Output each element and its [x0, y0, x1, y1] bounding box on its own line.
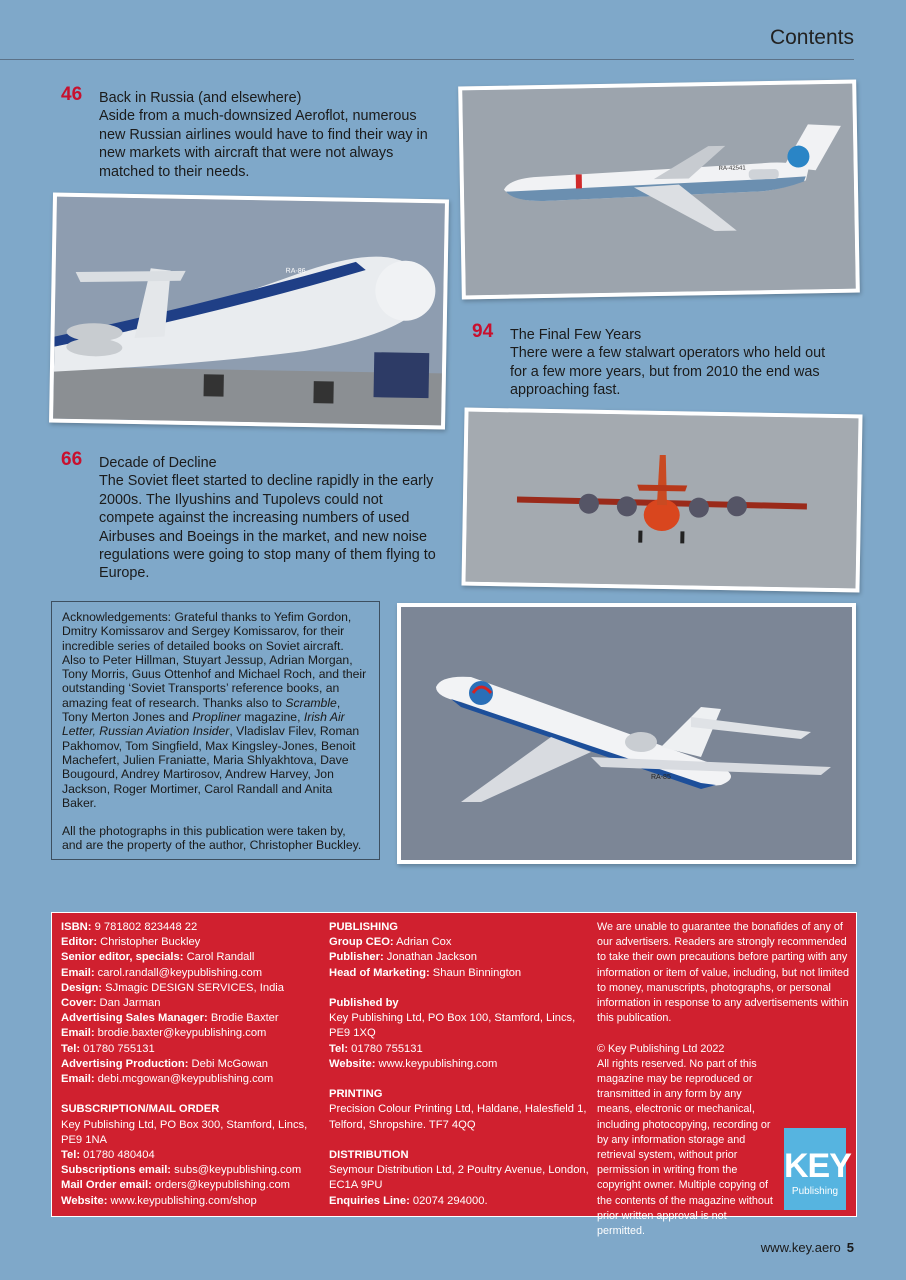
header-rule — [0, 59, 854, 60]
distribution-heading: DISTRIBUTION — [329, 1149, 409, 1161]
enquiries-line: Enquiries Line: 02074 294000. — [329, 1194, 488, 1207]
published-by-address: Key Publishing Ltd, PO Box 100, Stamford, Lincs, PE9 1XQ — [329, 1012, 576, 1040]
credit-line: Advertising Production: Debi McGowan — [61, 1057, 269, 1070]
credits-column-1 — [61, 920, 326, 1209]
publishing-heading: PUBLISHING — [329, 921, 398, 933]
credit-line: Advertising Sales Manager: Brodie Baxter — [61, 1012, 279, 1025]
logo-word: KEY — [784, 1147, 851, 1185]
credit-line: Head of Marketing: Shaun Binnington — [329, 966, 522, 979]
il62-registration: RA-86 — [285, 267, 306, 275]
credit-line: Tel: 01780 480404 — [61, 1149, 155, 1162]
credit-line: Cover: Dan Jarman — [61, 997, 161, 1010]
entry-description: Aside from a much-downsized Aeroflot, numerous new Russian airlines would have to find their way in new markets with aircraft that were not always matched to their needs. — [99, 108, 428, 180]
contents-entry-46[interactable] — [61, 84, 439, 181]
subscription-heading: SUBSCRIPTION/MAIL ORDER — [61, 1103, 220, 1116]
contents-entry-66[interactable] — [61, 449, 439, 583]
credit-line: Tel: 01780 755131 — [329, 1042, 423, 1055]
entry-description: The Soviet fleet started to decline rapidly in the early 2000s. The Ilyushins and Tupolevs could not compete against the increasing numbers of used Airbuses and Boeings in the market, and new noise regulations were going to stop many of them flying to Europe. — [99, 473, 436, 582]
key-publishing-logo — [784, 1128, 851, 1210]
photo-tu154 — [397, 603, 856, 864]
logo-sub: Publishing — [791, 1186, 839, 1197]
credit-line: Group CEO: Adrian Cox — [329, 936, 452, 949]
credit-line: Email: carol.randall@keypublishing.com — [61, 966, 263, 979]
page-number: 5 — [846, 1240, 854, 1255]
page-header-title: Contents — [769, 26, 854, 49]
distribution-text: Seymour Distribution Ltd, 2 Poultry Avenue, London, EC1A 9PU — [329, 1164, 589, 1192]
photo-yak42 — [458, 80, 860, 300]
contents-entry-94[interactable] — [472, 321, 845, 400]
published-by-heading: Published by — [329, 997, 399, 1009]
disclaimer-text: We are unable to guarantee the bonafides of any of our advertisers. Readers are strongly recommended to take their own precautions before parting with any information or item of value, including, but not limited to money, manuscripts, photographs, or personal information in response to any advertisements within this publication. — [597, 921, 850, 1025]
credit-line: Mail Order email: orders@keypublishing.com — [61, 1179, 290, 1192]
entry-description: There were a few stalwart operators who held out for a few more years, but from 2010 the end was approaching fast. — [510, 345, 826, 399]
credits-box — [51, 912, 857, 1238]
printing-text: Precision Colour Printing Ltd, Haldane, Halesfield 1, Telford, Shropshire. TF7 4QQ — [329, 1103, 587, 1131]
entry-title: Back in Russia (and elsewhere) — [99, 90, 302, 106]
entry-title: Decade of Decline — [99, 455, 217, 471]
photo-credit-note: All the photographs in this publication were taken by, and are the property of the author, Christopher Buckley. — [62, 824, 362, 853]
credit-line: Website: www.keypublishing.com — [329, 1057, 498, 1070]
rights-text: All rights reserved. No part of this magazine may be reproduced or transmitted in any form by any means, electronic or mechanical, including photocopying, recording or by any information storage and retrieval system, without prior permission in writing from the copyright owner. Multiple copying of the contents of the magazine without prior written approval is not permitted. — [597, 1057, 773, 1238]
credit-line: Publisher: Jonathan Jackson — [329, 951, 477, 964]
credit-line: ISBN: 9 781802 823448 22 — [61, 921, 198, 933]
subscription-address: Key Publishing Ltd, PO Box 300, Stamford, Lincs, PE9 1NA — [61, 1118, 308, 1146]
photo-il62 — [49, 193, 449, 430]
copyright-text: © Key Publishing Ltd 2022 — [597, 1042, 725, 1055]
acknowledgements-text: Acknowledgements: Grateful thanks to Yefim Gordon, Dmitry Komissarov and Sergey Komissarov, for their incredible series of detailed books on Soviet aircraft. Also to Peter Hillman, Stuyart Jessup, Adrian Morgan, Tony Morris, Guus Ottenhof and Michael Roch, and their outstanding ‘Soviet Transports’ reference books, an amazing feat of research. Thanks also to Scramble, Tony Merton Jones and Propliner magazine, Irish Air Letter, Russian Aviation Insider, Vladislav Filev, Roman Pakhomov, Tom Singfield, Max Kingsley-Jones, Benoit Machefert, Julien Franiatte, Maria Shlyakhtova, Dave Bougourd, Andrey Martirosov, Andrew Harvey, Jon Jackson, Roger Mortimer, Carol Randall and Anita Baker. — [62, 610, 367, 810]
entry-page-number: 46 — [61, 84, 83, 105]
credit-line: Website: www.keypublishing.com/shop — [61, 1194, 257, 1207]
page-footer — [761, 1240, 854, 1255]
entry-page-number: 66 — [61, 449, 83, 470]
credits-column-2 — [329, 920, 589, 1209]
credit-line: Design: SJmagic DESIGN SERVICES, India — [61, 981, 284, 994]
yak42-registration: RA-42541 — [718, 165, 746, 172]
acknowledgements-box — [51, 601, 380, 860]
photo-an12 — [461, 408, 862, 593]
entry-title: The Final Few Years — [510, 327, 642, 343]
credit-line: Tel: 01780 755131 — [61, 1042, 155, 1055]
footer-url[interactable]: www.key.aero — [760, 1240, 841, 1255]
credit-line: Email: brodie.baxter@keypublishing.com — [61, 1027, 267, 1040]
entry-page-number: 94 — [472, 321, 494, 342]
credit-line: Editor: Christopher Buckley — [61, 936, 201, 949]
tu154-registration: RA-85 — [651, 774, 671, 781]
credit-line: Senior editor, specials: Carol Randall — [61, 951, 255, 964]
printing-heading: PRINTING — [329, 1088, 383, 1101]
credit-line: Email: debi.mcgowan@keypublishing.com — [61, 1073, 274, 1086]
credit-line: Subscriptions email: subs@keypublishing.com — [61, 1164, 302, 1177]
